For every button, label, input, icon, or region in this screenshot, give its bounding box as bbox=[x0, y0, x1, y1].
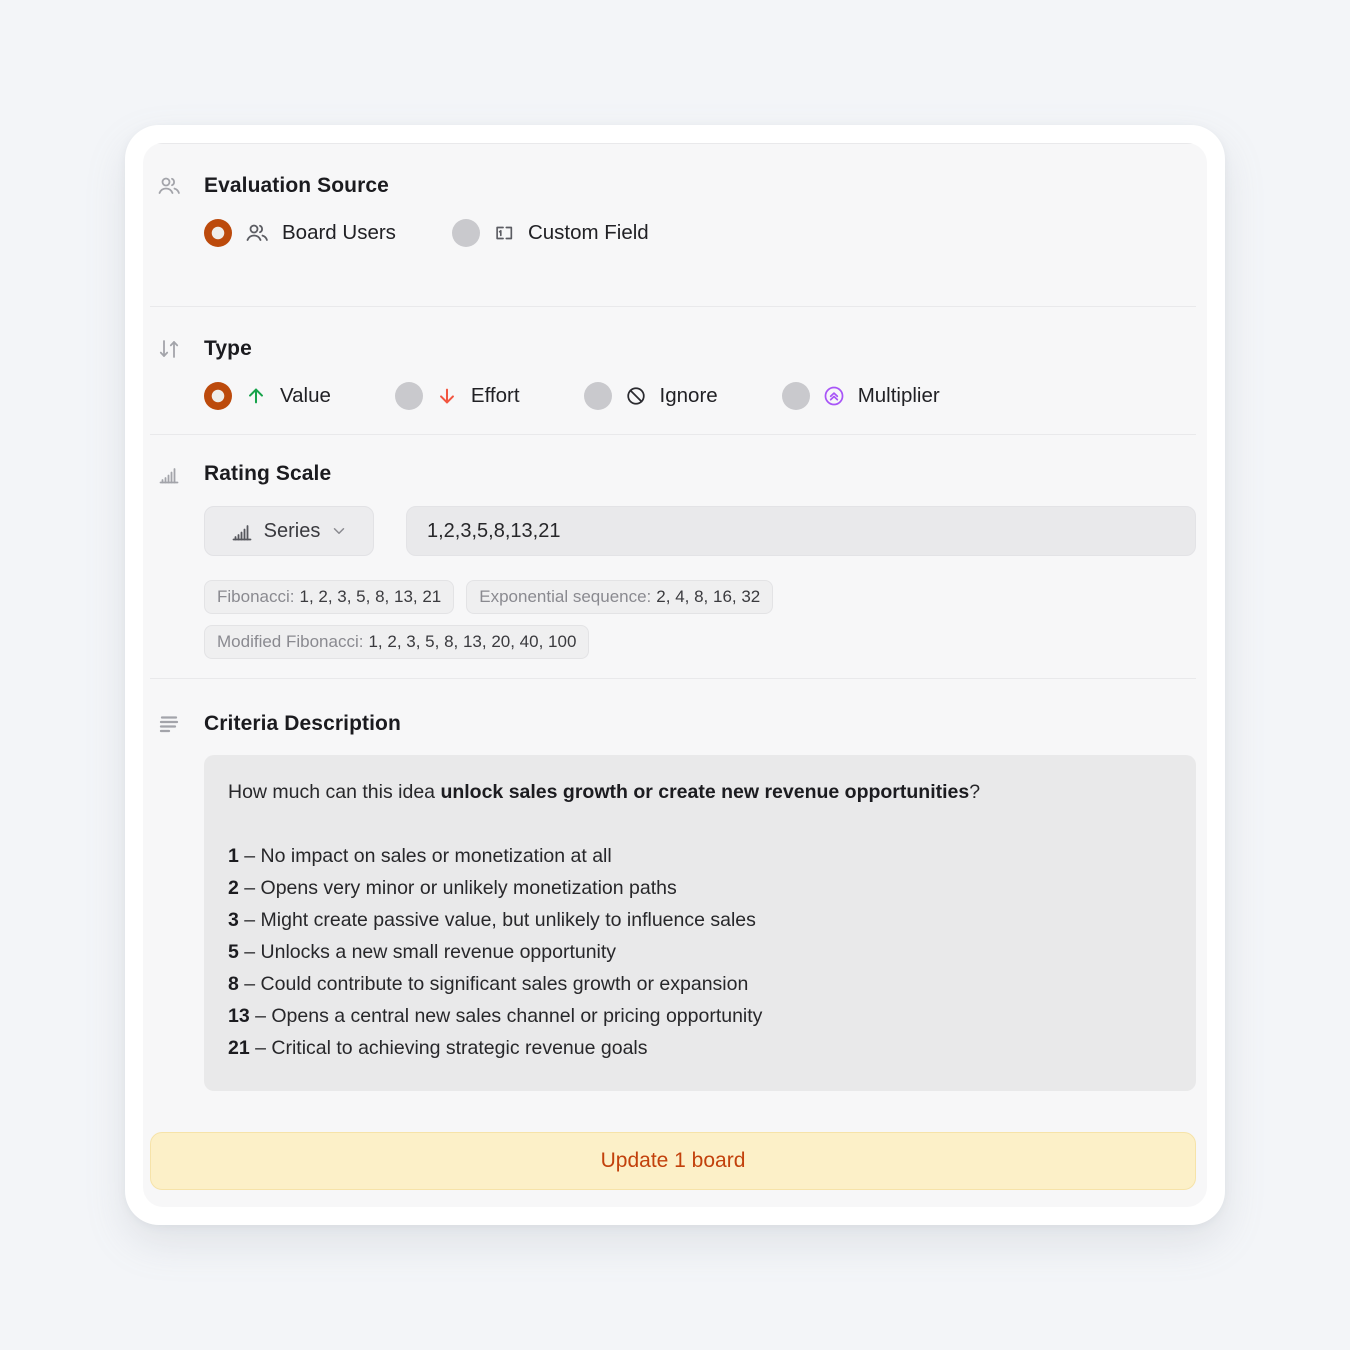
type-header bbox=[150, 334, 1196, 364]
rating-scale-header bbox=[150, 459, 1196, 489]
preset-chip-fibonacci[interactable] bbox=[204, 580, 454, 614]
scale-line-3: 3 – Might create passive value, but unlikely to influence sales bbox=[228, 909, 756, 931]
section-type bbox=[150, 306, 1196, 434]
option-ignore[interactable] bbox=[584, 382, 718, 410]
users-icon bbox=[245, 221, 269, 245]
chevron-down-icon bbox=[330, 522, 348, 540]
option-label: Ignore bbox=[659, 384, 718, 407]
criteria-description-header bbox=[150, 709, 1196, 739]
radio-board-users[interactable] bbox=[204, 219, 232, 247]
section-evaluation-source bbox=[150, 143, 1196, 306]
rating-scale-controls bbox=[150, 506, 1196, 556]
criteria-box-wrap bbox=[150, 755, 1196, 1091]
text-lines-icon bbox=[157, 712, 181, 736]
preset-chips-row-2 bbox=[150, 625, 1196, 659]
section-rating-scale bbox=[150, 434, 1196, 678]
scale-line-8: 8 – Could contribute to significant sales growth or expansion bbox=[228, 973, 749, 995]
settings-card bbox=[125, 125, 1225, 1225]
option-effort[interactable] bbox=[395, 382, 520, 410]
update-boards-button[interactable]: Update 1 board bbox=[150, 1132, 1196, 1190]
radio-effort[interactable] bbox=[395, 382, 423, 410]
preset-name: Modified Fibonacci: bbox=[217, 632, 364, 651]
preset-chip-exponential[interactable] bbox=[466, 580, 773, 614]
criteria-description-textarea[interactable] bbox=[204, 755, 1196, 1091]
section-title-type: Type bbox=[204, 337, 252, 360]
scale-values-input[interactable] bbox=[406, 506, 1196, 556]
series-dropdown-label: Series bbox=[263, 519, 321, 542]
radio-multiplier[interactable] bbox=[782, 382, 810, 410]
custom-field-icon bbox=[493, 222, 515, 244]
chevrons-up-circle-icon bbox=[823, 385, 845, 407]
option-value[interactable] bbox=[204, 382, 331, 410]
settings-panel bbox=[143, 143, 1207, 1207]
series-dropdown[interactable] bbox=[204, 506, 374, 556]
scale-line-13: 13 – Opens a central new sales channel or pricing opportunity bbox=[228, 1005, 763, 1027]
option-multiplier[interactable] bbox=[782, 382, 940, 410]
section-criteria-description bbox=[150, 678, 1196, 1091]
bar-chart-icon bbox=[230, 519, 254, 543]
bar-chart-icon bbox=[157, 462, 181, 486]
users-icon bbox=[157, 174, 181, 198]
evaluation-source-options bbox=[150, 216, 1196, 250]
arrow-up-icon bbox=[245, 385, 267, 407]
option-label: Value bbox=[280, 384, 331, 407]
preset-values: 1, 2, 3, 5, 8, 13, 21 bbox=[299, 587, 442, 606]
scale-line-21: 21 – Critical to achieving strategic revenue goals bbox=[228, 1037, 648, 1059]
arrow-down-icon bbox=[436, 385, 458, 407]
preset-chips-row-1 bbox=[150, 580, 1196, 614]
section-title-rating-scale: Rating Scale bbox=[204, 462, 332, 485]
scale-line-5: 5 – Unlocks a new small revenue opportunity bbox=[228, 941, 617, 963]
option-label: Custom Field bbox=[527, 221, 649, 244]
preset-values: 1, 2, 3, 5, 8, 13, 20, 40, 100 bbox=[368, 632, 577, 651]
option-label: Effort bbox=[470, 384, 520, 407]
criteria-question: How much can this idea unlock sales growth or create new revenue opportunities? bbox=[228, 781, 981, 803]
radio-ignore[interactable] bbox=[584, 382, 612, 410]
section-title-evaluation-source: Evaluation Source bbox=[204, 174, 389, 197]
arrows-down-up-icon bbox=[157, 337, 181, 361]
scale-line-1: 1 – No impact on sales or monetization at all bbox=[228, 845, 612, 867]
preset-name: Fibonacci: bbox=[217, 587, 295, 606]
preset-name: Exponential sequence: bbox=[479, 587, 652, 606]
scale-line-2: 2 – Opens very minor or unlikely monetization paths bbox=[228, 877, 677, 899]
option-label: Board Users bbox=[282, 221, 396, 244]
option-custom-field[interactable] bbox=[452, 219, 649, 247]
ban-icon bbox=[625, 385, 647, 407]
preset-values: 2, 4, 8, 16, 32 bbox=[656, 587, 761, 606]
section-title-criteria-description: Criteria Description bbox=[204, 712, 401, 735]
radio-value[interactable] bbox=[204, 382, 232, 410]
preset-chip-modified-fibonacci[interactable] bbox=[204, 625, 589, 659]
type-options bbox=[150, 379, 1196, 413]
option-board-users[interactable] bbox=[204, 219, 396, 247]
option-label: Multiplier bbox=[857, 384, 940, 407]
radio-custom-field[interactable] bbox=[452, 219, 480, 247]
evaluation-source-header bbox=[150, 171, 1196, 201]
